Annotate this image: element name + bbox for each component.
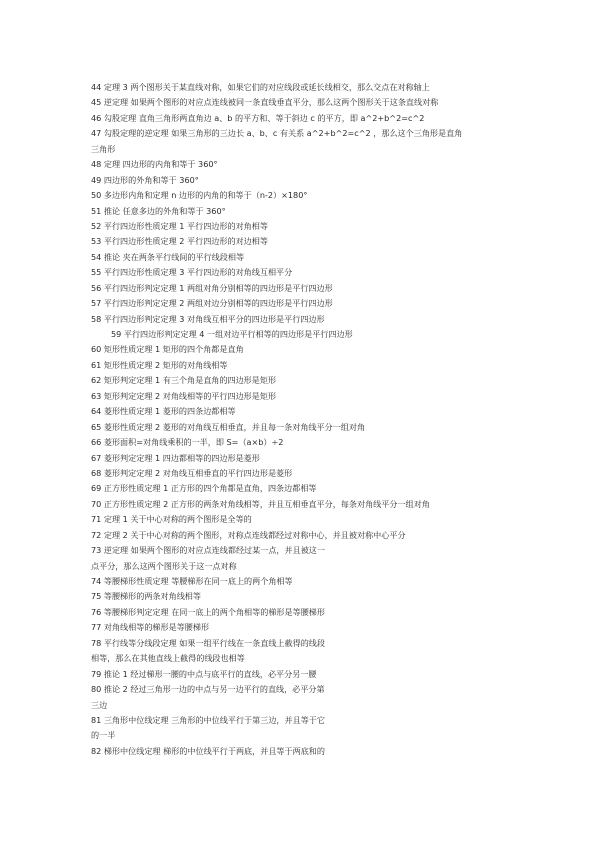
text-line: 80 推论 2 经过三角形一边的中点与另一边平行的直线，必平分第	[91, 684, 325, 695]
text-line: 71 定理 1 关于中心对称的两个图形是全等的	[91, 514, 252, 525]
text-line: 65 菱形性质定理 2 菱形的对角线互相垂直，并且每一条对角线平分一组对角	[91, 421, 366, 432]
text-line: 73 逆定理 如果两个图形的对应点连线都经过某一点，并且被这一	[91, 545, 325, 556]
text-line: 44 定理 3 两个图形关于某直线对称，如果它们的对应线段或延长线相交，那么交点在对称轴上	[91, 82, 430, 92]
text-line: 55 平行四边形性质定理 3 平行四边形的对角线互相平分	[91, 267, 293, 278]
text-line: 57 平行四边形判定定理 2 两组对边分别相等的四边形是平行四边形	[91, 298, 333, 309]
text-line: 47 勾股定理的逆定理 如果三角形的三边长 a、b、c 有关系 a^2+b^2=c^2 ，那么这个三角形是直角	[91, 128, 463, 139]
document-body	[91, 80, 511, 759]
text-line: 66 菱形面积=对角线乘积的一半，即 S=（a×b）÷2	[91, 437, 284, 448]
text-line: 三角形	[91, 143, 116, 154]
text-line: 50 多边形内角和定理 n 边形的内角的和等于（n-2）×180°	[91, 190, 308, 201]
text-line: 82 梯形中位线定理 梯形的中位线平行于两底，并且等于两底和的	[91, 745, 325, 756]
text-line: 60 矩形性质定理 1 矩形的四个角都是直角	[91, 344, 244, 355]
text-line: 53 平行四边形性质定理 2 平行四边形的对边相等	[91, 236, 268, 247]
text-line: 的一半	[91, 730, 116, 741]
text-line: 78 平行线等分线段定理 如果一组平行线在一条直线上截得的线段	[91, 637, 325, 648]
text-line: 79 推论 1 经过梯形一腰的中点与底平行的直线，必平分另一腰	[91, 668, 317, 679]
text-line: 68 菱形判定定理 2 对角线互相垂直的平行四边形是菱形	[91, 467, 293, 478]
text-line: 72 定理 2 关于中心对称的两个图形，对称点连线都经过对称中心，并且被对称中心平分	[91, 529, 406, 540]
text-line: 相等，那么在其他直线上截得的线段也相等	[91, 653, 245, 664]
text-line: 64 菱形性质定理 1 菱形的四条边都相等	[91, 406, 236, 417]
text-line-indented: 59 平行四边形判定定理 4 一组对边平行相等的四边形是平行四边形	[111, 329, 353, 339]
text-line: 点平分，那么这两个图形关于这一点对称	[91, 560, 237, 571]
text-line: 63 矩形判定定理 2 对角线相等的平行四边形是矩形	[91, 390, 277, 401]
text-line: 54 推论 夹在两条平行线间的平行线段相等	[91, 251, 245, 262]
text-line: 51 推论 任意多边的外角和等于 360°	[91, 205, 226, 216]
text-line: 74 等腰梯形性质定理 等腰梯形在同一底上的两个角相等	[91, 576, 293, 586]
text-line: 三边	[91, 699, 108, 710]
text-line: 61 矩形性质定理 2 矩形的对角线相等	[91, 359, 228, 370]
text-line: 67 菱形判定定理 1 四边都相等的四边形是菱形	[91, 452, 260, 463]
text-line: 52 平行四边形性质定理 1 平行四边形的对角相等	[91, 220, 268, 231]
text-line: 77 对角线相等的梯形是等腰梯形	[91, 622, 210, 633]
text-line: 48 定理 四边形的内角和等于 360°	[91, 159, 218, 170]
text-line: 62 矩形判定定理 1 有三个角是直角的四边形是矩形	[91, 375, 277, 386]
text-line: 69 正方形性质定理 1 正方形的四个角都是直角，四条边都相等	[91, 483, 317, 494]
text-line: 81 三角形中位线定理 三角形的中位线平行于第三边，并且等于它	[91, 714, 325, 725]
text-line: 49 四边形的外角和等于 360°	[91, 174, 199, 185]
text-line: 45 逆定理 如果两个图形的对应点连线被同一条直线垂直平分，那么这两个图形关于这条直线对称	[91, 97, 439, 108]
text-line: 70 正方形性质定理 2 正方形的两条对角线相等，并且互相垂直平分，每条对角线平分一组对角	[91, 498, 430, 509]
text-line: 56 平行四边形判定定理 1 两组对角分别相等的四边形是平行四边形	[91, 282, 333, 293]
text-line: 46 勾股定理 直角三角形两直角边 a、b 的平方和、等于斜边 c 的平方，即 a^2+b^2=c^2	[91, 112, 425, 123]
text-line: 76 等腰梯形判定定理 在同一底上的两个角相等的梯形是等腰梯形	[91, 606, 325, 617]
text-line: 75 等腰梯形的两条对角线相等	[91, 591, 201, 602]
text-line: 58 平行四边形判定定理 3 对角线互相平分的四边形是平行四边形	[91, 313, 325, 324]
